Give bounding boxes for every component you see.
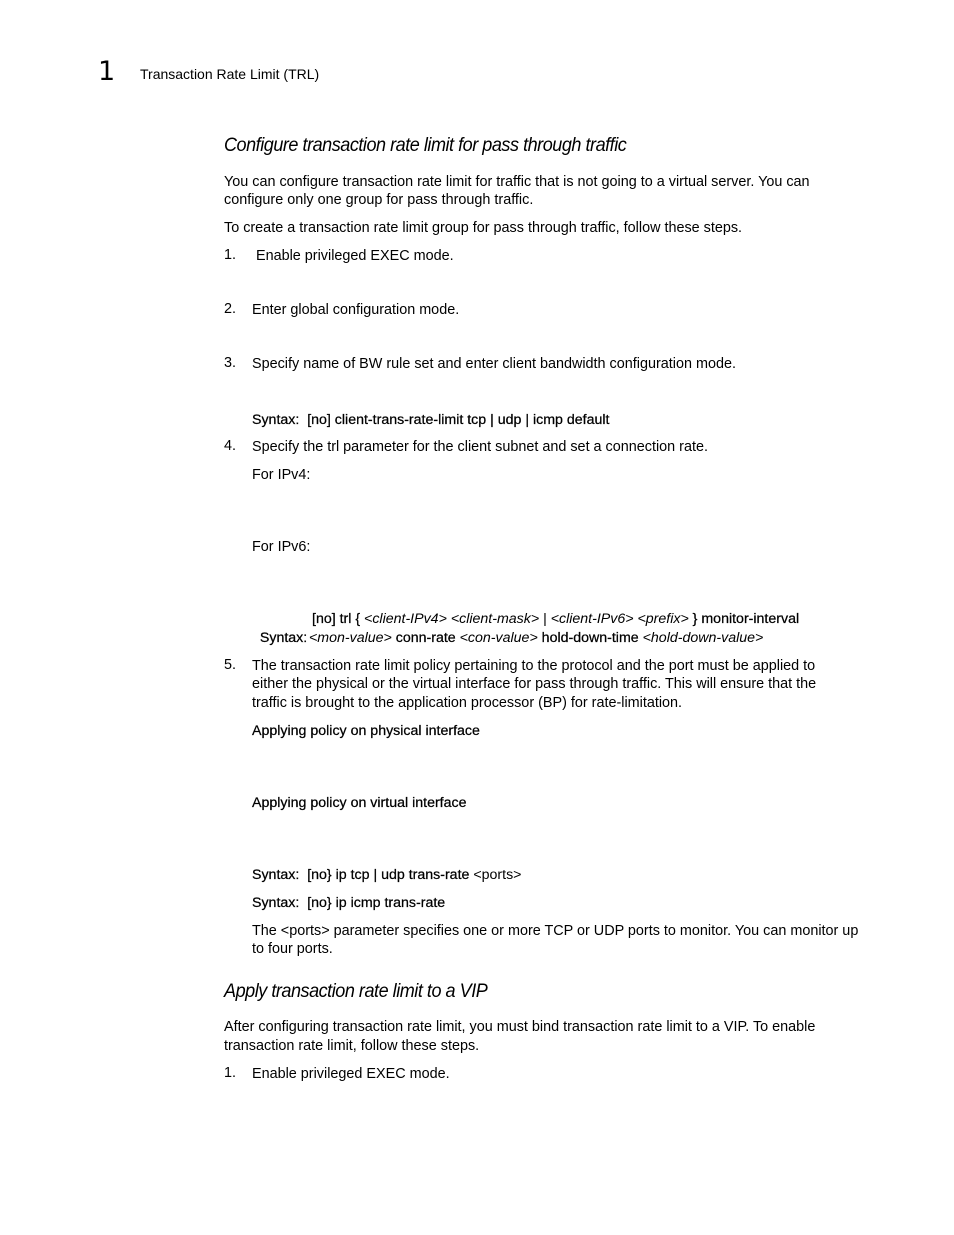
step-text-line-1: The transaction rate limit policy pertaining to the protocol and the port must be applied to <box>252 658 816 674</box>
syntax-ip-icmp: Syntax: [no} ip icmp trans-rate <box>252 895 446 911</box>
syntax-keyword: } monitor-interval <box>688 611 800 627</box>
syntax-separator: | <box>539 611 551 627</box>
step-text: Specify the trl parameter for the client subnet and set a connection rate. <box>252 439 708 455</box>
syntax-param: <prefix> <box>637 611 689 627</box>
syntax-keyword: Syntax: [no} ip tcp | udp trans-rate <box>252 867 470 883</box>
step-number: 2. <box>224 301 237 317</box>
syntax-param: <ports> <box>469 867 522 883</box>
for-ipv6-label: For IPv6: <box>252 539 311 555</box>
section-heading-vip: Apply transaction rate limit to a VIP <box>224 981 488 1002</box>
syntax-param: <hold-down-value> <box>642 630 764 646</box>
ports-note-line-1: The <ports> parameter specifies one or more TCP or UDP ports to monitor. You can monitor up <box>252 923 859 939</box>
syntax-trl <box>252 610 307 647</box>
syntax-param: <mon-value> <box>309 630 392 646</box>
vip-intro-line-2: transaction rate limit, follow these steps. <box>224 1038 480 1054</box>
running-title: Transaction Rate Limit (TRL) <box>140 66 320 82</box>
syntax-param: <client-mask> <box>450 611 540 627</box>
for-ipv4-label: For IPv4: <box>252 467 311 483</box>
step-number: 5. <box>224 657 237 673</box>
section-heading-pass-through: Configure transaction rate limit for pass through traffic <box>224 135 627 156</box>
step-number: 1. <box>224 1065 237 1081</box>
step-number: 3. <box>224 355 237 371</box>
step-text: Specify name of BW rule set and enter client bandwidth configuration mode. <box>252 356 736 372</box>
step-text: Enable privileged EXEC mode. <box>252 248 454 264</box>
syntax-param: <client-IPv4> <box>364 611 447 627</box>
syntax-label: Syntax: <box>259 629 308 646</box>
syntax-trl-line1 <box>312 610 799 629</box>
step-text-line-3: traffic is brought to the application processor (BP) for rate-limitation. <box>252 695 683 711</box>
step-number: 1. <box>224 247 237 263</box>
subheading-virtual-interface: Applying policy on virtual interface <box>252 795 467 811</box>
step-text-line-2: either the physical or the virtual interface for pass through traffic. This will ensure that the <box>252 676 817 692</box>
subheading-physical-interface: Applying policy on physical interface <box>252 723 480 739</box>
syntax-keyword: hold-down-time <box>537 630 643 646</box>
step-text: Enable privileged EXEC mode. <box>252 1066 450 1082</box>
syntax-ip-tcp-udp <box>252 866 521 885</box>
syntax-keyword: [no] trl { <box>312 611 365 627</box>
intro-line-2: configure only one group for pass through traffic. <box>224 192 534 208</box>
syntax-trl-line2 <box>309 629 763 648</box>
chapter-number: 1 <box>98 56 116 87</box>
syntax-keyword: conn-rate <box>391 630 460 646</box>
step-number: 4. <box>224 438 237 454</box>
syntax-param: <con-value> <box>459 630 538 646</box>
syntax-client-trans-rate-limit: Syntax: [no] client-trans-rate-limit tcp | udp | icmp default <box>252 412 610 428</box>
step-text: Enter global configuration mode. <box>252 302 460 318</box>
vip-intro-line-1: After configuring transaction rate limit, you must bind transaction rate limit to a VIP. To enable <box>224 1019 816 1035</box>
syntax-param: <client-IPv6> <box>550 611 634 627</box>
ports-note-line-2: to four ports. <box>252 941 333 957</box>
intro-line-1: You can configure transaction rate limit for traffic that is not going to a virtual server. You can <box>224 174 810 190</box>
steps-lead: To create a transaction rate limit group for pass through traffic, follow these steps. <box>224 220 743 236</box>
